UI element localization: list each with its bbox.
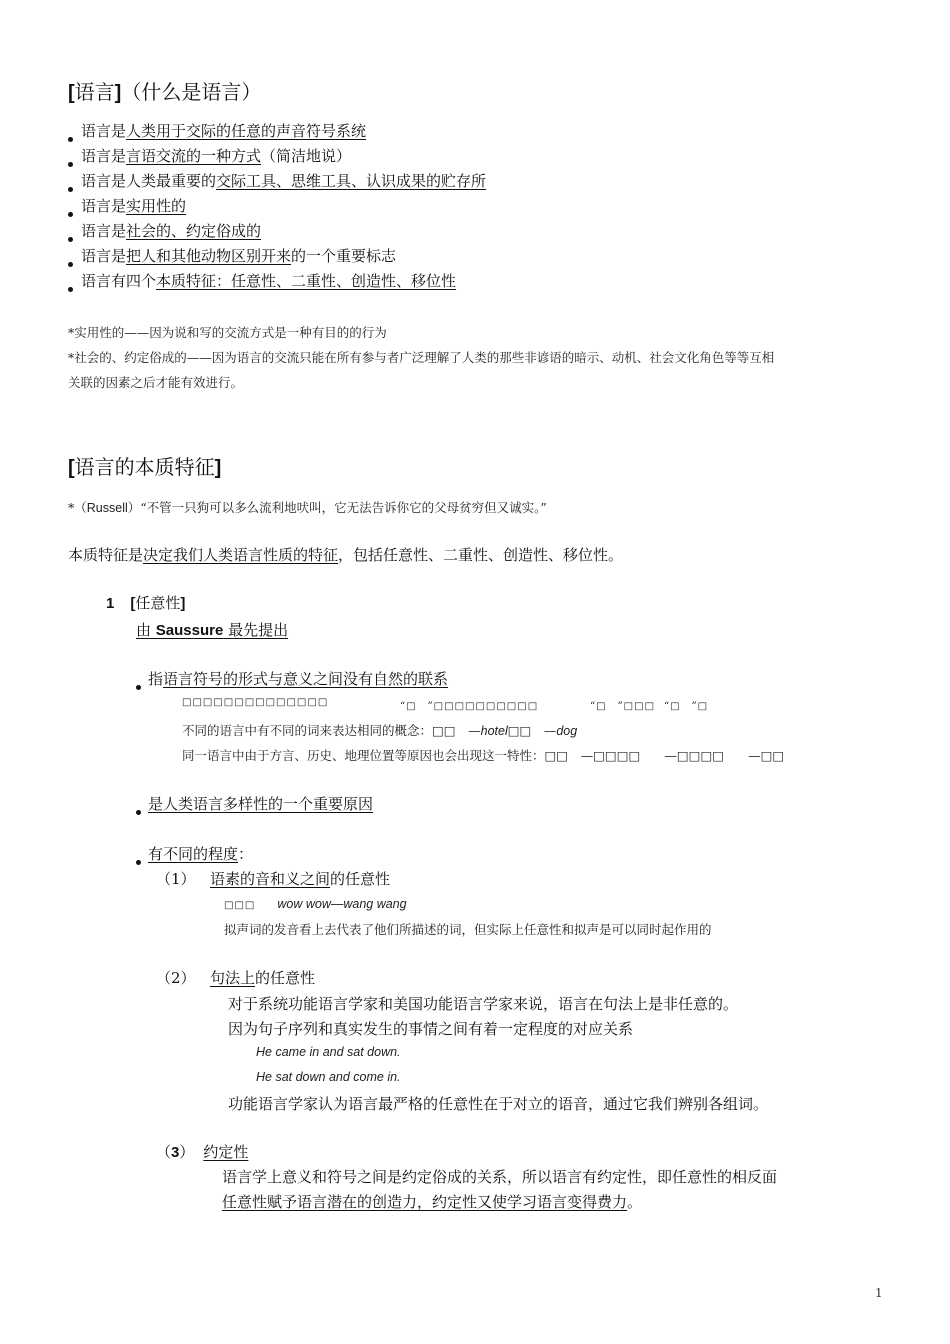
convention-line-2: 任意性赋予语言潜在的创造力，约定性又使学习语言变得费力。 [222, 1193, 643, 1211]
section-title-essential-features [68, 451, 221, 480]
bullet-text-pre: 语言是 [81, 247, 127, 265]
bullet-dot [136, 810, 141, 815]
title-main: 语言 [74, 80, 115, 104]
bullet-text-u: 社会的、约定俗成的 [126, 222, 262, 240]
bullet-text-u: 言语交流的一种方式 [126, 147, 262, 165]
title-sub: （什么是语言） [121, 80, 262, 104]
sub-item-3-heading: （3） 约定性 [156, 1143, 249, 1161]
note-social-line2: 关联的因素之后才能有效进行。 [68, 375, 244, 390]
title-bracket: ] [214, 457, 222, 479]
bullet-text-u: 人类用于交际的任意的声音符号系统 [126, 122, 367, 140]
definition-bullet [68, 245, 396, 267]
definition-bullet [68, 195, 186, 217]
title-bracket: [ [68, 457, 75, 479]
title-bracket: ] [114, 82, 122, 104]
item-number: 1 [106, 595, 115, 612]
example-sentence-1: He came in and sat down. [256, 1045, 401, 1059]
note-practical: *实用性的——因为说和写的交流方式是一种有目的的行为 [68, 325, 387, 340]
bullet-text-post: 的一个重要标志 [291, 247, 397, 265]
item-1-heading: 1 [任意性] [106, 594, 186, 612]
same-language-example: 同一语言中由于方言、历史、地理位置等原因也会出现这一特性：□□ —□□□□ —□□□□ —□□ [182, 748, 785, 763]
definition-bullet [68, 270, 456, 292]
essential-features-intro: 本质特征是决定我们人类语言性质的特征，包括任意性、二重性、创造性、移位性。 [68, 546, 624, 564]
definition-bullet [68, 220, 261, 242]
bullet-dot [68, 212, 73, 217]
page-number: 1 [875, 1286, 883, 1300]
convention-line-1: 语言学上意义和符号之间是约定俗成的关系，所以语言有约定性，即任意性的相反面 [222, 1168, 778, 1186]
garbled-text-2: “□ ”□□□□□□□□□□ [400, 701, 539, 712]
arbitrariness-definition: 指语言符号的形式与意义之间没有自然的联系 [136, 668, 448, 690]
bullet-dot [68, 237, 73, 242]
garbled-text-3: “□ ”□□□ [590, 701, 656, 712]
note-social-line1: *社会的、约定俗成的——因为语言的交流只能在所有参与者广泛理解了人类的那些非谚语的暗示、动机、社会文化角色等等互相 [68, 350, 775, 365]
quote-author: Russell [86, 501, 128, 515]
bullet-text-u: 实用性的 [126, 197, 187, 215]
definition-bullet [68, 145, 351, 167]
syntax-line-1: 对于系统功能语言学家和美国功能语言学家来说，语言在句法上是非任意的。 [228, 995, 739, 1013]
bullet-text-pre: 语言是人类最重要的 [81, 172, 217, 190]
bullet-text-pre: 语言是 [81, 197, 127, 215]
section-title-language [68, 76, 261, 105]
onomatopoeia-description: 拟声词的发音看上去代表了他们所描述的词，但实际上任意性和拟声是可以同时起作用的 [224, 922, 712, 937]
title-main: 语言的本质特征 [74, 455, 215, 479]
bullet-dot [68, 137, 73, 142]
bullet-dot [68, 262, 73, 267]
bullet-text-pre: 语言有四个 [81, 272, 157, 290]
bullet-dot [136, 685, 141, 690]
definition-bullet [68, 170, 486, 192]
russell-quote: *（Russell）“不管一只狗可以多么流利地吠叫，它无法告诉你它的父母贫穷但又诚实。” [68, 500, 547, 515]
sub-item-1-heading: （1） 语素的音和义之间的任意性 [156, 870, 391, 888]
bullet-text-pre: 语言是 [81, 122, 127, 140]
bullet-text-u: 本质特征：任意性、二重性、创造性、移位性 [156, 272, 457, 290]
bullet-dot [136, 860, 141, 865]
sub-item-2-heading: （2） 句法上的任意性 [156, 969, 316, 987]
bullet-text-u: 把人和其他动物区别开来 [126, 247, 292, 265]
bullet-text-u: 交际工具、思维工具、认识成果的贮存所 [216, 172, 487, 190]
bullet-dot [68, 162, 73, 167]
definition-bullet [68, 120, 366, 142]
bullet-text-pre: 语言是 [81, 147, 127, 165]
item-title: 任意性 [135, 594, 181, 612]
garbled-text-4: “□ ”□ [664, 701, 709, 712]
different-languages-example: 不同的语言中有不同的词来表达相同的概念：□□ —hotel□□ —dog [182, 723, 578, 738]
diversity-bullet: 是人类语言多样性的一个重要原因 [136, 793, 373, 815]
example-sentence-2: He sat down and come in. [256, 1070, 401, 1084]
bullet-text-post: （简洁地说） [261, 147, 352, 165]
garbled-text-1: □□□□□□□□□□□□□□ [182, 697, 329, 708]
title-bracket: [ [68, 82, 75, 104]
bullet-dot [68, 287, 73, 292]
saussure-origin: 由 Saussure 最先提出 [136, 621, 289, 639]
onomatopoeia-example: □□□ wow wow—wang wang [224, 897, 407, 911]
bullet-dot [68, 187, 73, 192]
bullet-text-pre: 语言是 [81, 222, 127, 240]
syntax-line-2: 因为句子序列和真实发生的事情之间有着一定程度的对应关系 [228, 1020, 634, 1038]
degrees-bullet: 有不同的程度： [136, 843, 253, 865]
syntax-line-3: 功能语言学家认为语言最严格的任意性在于对立的语音，通过它我们辨别各组词。 [228, 1095, 769, 1113]
